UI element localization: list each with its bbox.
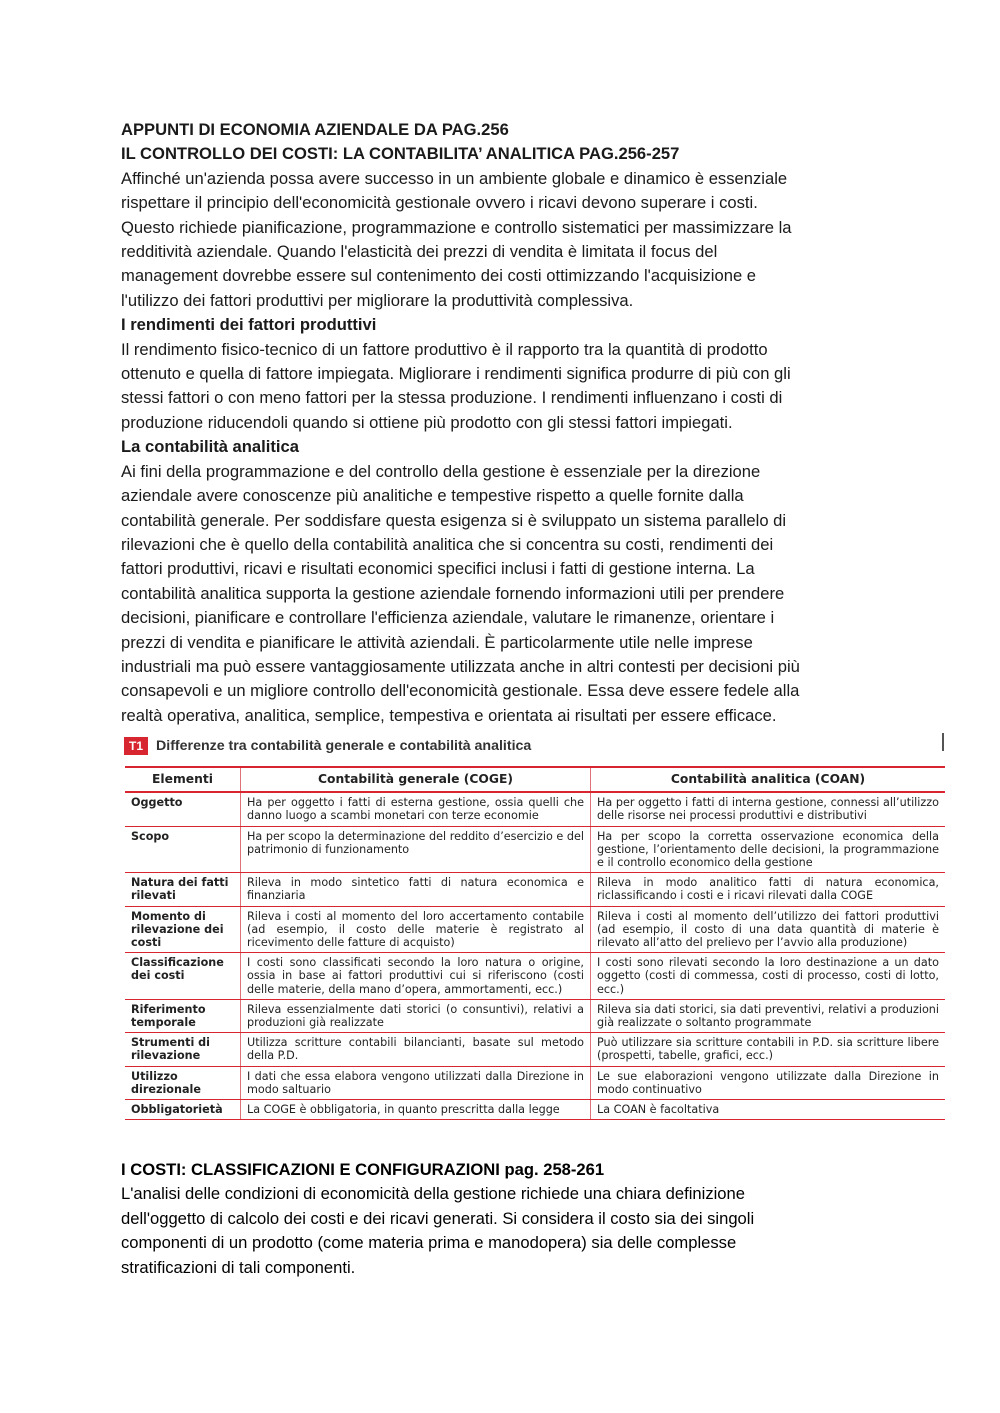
comparison-table xyxy=(125,766,945,1120)
coge-cell: I costi sono classificati secondo la loro natura o origine, ossia in base ai fattori produttivi cui si riferiscono (costi delle materie, della mano d’opera, ammortamenti, ecc.) xyxy=(241,953,591,1000)
section-title-costi: I COSTI: CLASSIFICAZIONI E CONFIGURAZIONI pag. 258-261 xyxy=(121,1160,605,1179)
document-body-continued xyxy=(121,1158,961,1280)
subheading-rendimenti: I rendimenti dei fattori produttivi xyxy=(121,315,377,335)
coge-cell: I dati che essa elabora vengono utilizzati dalla Direzione in modo saltuario xyxy=(241,1066,591,1099)
coan-cell: Ha per scopo la corretta osservazione economica della gestione, l’orientamento delle decisioni, la programmazione e il controllo economico della gestione xyxy=(591,826,946,873)
figure-header xyxy=(124,736,531,756)
coan-cell: I costi sono rilevati secondo la loro destinazione a un dato oggetto (costi di commessa, costi di processo, costi di lotto, ecc.) xyxy=(591,953,946,1000)
paragraph-contabilita-analitica: Ai fini della programmazione e del controllo della gestione è essenziale per la direzione aziendale avere conoscenze più analitiche e tempestive rispetto a quelle fornite dalla contabilità generale. Per soddisfare questa esigenza si è sviluppato un sistema parallelo di rilevazioni che è quello della contabilità analitica che si concentra su costi, rendimenti dei fattori produttivi, ricavi e risultati economici specifici inclusi i fatti di gestione interna. La contabilità analitica supporta la gestione aziendale fornendo informazioni utili per prendere decisioni, pianificare e controllare l'efficienza aziendale, valutare le rimanenze, orientare i prezzi di vendita e pianificare le attività aziendali. È particolarmente utile nelle imprese industriali ma può essere vantaggiosamente utilizzata anche in altri contesti per decisioni più consapevoli e un migliore controllo dell'economicità gestionale. Essa deve essere fedele alla realtà operativa, analitica, semplice, tempestiva e orientata ai risultati per essere efficace. xyxy=(121,461,800,725)
table-row xyxy=(125,906,945,953)
coan-cell: Rileva in modo analitico fatti di natura economica, riclassificando i costi e i ricavi rilevati dalla COGE xyxy=(591,873,946,906)
column-header-coge: Contabilità generale (COGE) xyxy=(241,767,591,792)
row-label: Oggetto xyxy=(125,792,241,826)
paragraph-costi: L'analisi delle condizioni di economicità della gestione richiede una chiara definizione dell'oggetto di calcolo dei costi e dei ricavi generati. Si considera il costo sia dei singoli componenti di un prodotto (come materia prima e manodopera) sia delle complesse stratificazioni di tali componenti. xyxy=(121,1184,755,1277)
table-row xyxy=(125,953,945,1000)
table-row xyxy=(125,999,945,1032)
column-header-elementi: Elementi xyxy=(125,767,241,792)
subheading-contabilita-analitica: La contabilità analitica xyxy=(121,437,299,457)
comparison-figure xyxy=(122,733,946,1153)
coan-cell: Ha per oggetto i fatti di interna gestione, connessi all’utilizzo delle risorse nei processi produttivi e distributivi xyxy=(591,792,946,826)
figure-badge: T1 xyxy=(124,737,148,755)
figure-title: Differenze tra contabilità generale e contabilità analitica xyxy=(156,738,532,754)
row-label: Riferimento temporale xyxy=(125,999,241,1032)
row-label: Obbligatorietà xyxy=(125,1100,241,1120)
coan-cell: Rileva i costi al momento dell’utilizzo dei fattori produttivi (ad esempio, il costo di una data quantità di materie è rilevato all’atto del prelievo per l’avvio alla produzione) xyxy=(591,906,946,953)
figure-bracket xyxy=(942,733,946,751)
table-row xyxy=(125,826,945,873)
coan-cell: Può utilizzare sia scritture contabili in P.D. sia scritture libere (prospetti, tabelle, grafici, ecc.) xyxy=(591,1033,946,1066)
coan-cell: Le sue elaborazioni vengono utilizzate dalla Direzione in modo continuativo xyxy=(591,1066,946,1099)
document-body xyxy=(121,118,961,728)
row-label: Classificazione dei costi xyxy=(125,953,241,1000)
table-row xyxy=(125,1100,945,1120)
coge-cell: Ha per oggetto i fatti di esterna gestione, ossia quelli che danno luogo a scambi monetari con terze economie xyxy=(241,792,591,826)
table-row xyxy=(125,1033,945,1066)
column-header-coan: Contabilità analitica (COAN) xyxy=(591,767,946,792)
coge-cell: Ha per scopo la determinazione del reddito d’esercizio e del patrimonio di funzionamento xyxy=(241,826,591,873)
document-title: APPUNTI DI ECONOMIA AZIENDALE DA PAG.256 xyxy=(121,120,509,139)
section-title-controllo-costi: IL CONTROLLO DEI COSTI: LA CONTABILITA’ ANALITICA PAG.256-257 xyxy=(121,144,680,164)
table-body xyxy=(125,792,945,1120)
table-row xyxy=(125,1066,945,1099)
table-row xyxy=(125,873,945,906)
table-row xyxy=(125,792,945,826)
coge-cell: Rileva in modo sintetico fatti di natura economica e finanziaria xyxy=(241,873,591,906)
row-label: Utilizzo direzionale xyxy=(125,1066,241,1099)
row-label: Natura dei fatti rilevati xyxy=(125,873,241,906)
coge-cell: Rileva essenzialmente dati storici (o consuntivi), relativi a produzioni già realizzate xyxy=(241,999,591,1032)
row-label: Momento di rilevazione dei costi xyxy=(125,906,241,953)
row-label: Scopo xyxy=(125,826,241,873)
paragraph-rendimenti: Il rendimento fisico-tecnico di un fattore produttivo è il rapporto tra la quantità di prodotto ottenuto e quella di fattore impiegata. Migliorare i rendimenti significa produrre di più con gli stessi fattori o con meno fattori per la stessa produzione. I rendimenti influenzano i costi di produzione riducendoli quando si ottiene più prodotto con gli stessi fattori impiegati. xyxy=(121,339,791,432)
paragraph-economicita: Affinché un'azienda possa avere successo in un ambiente globale e dinamico è essenziale rispettare il principio dell'economicità gestionale ovvero i ricavi devono superare i costi. Questo richiede pianificazione, programmazione e controllo sistematici per massimizzare la redditività aziendale. Quando l'elasticità dei prezzi di vendita è limitata il focus del management dovrebbe essere sul contenimento dei costi ottimizzando l'acquisizione e l'utilizzo dei fattori produttivi per migliorare la produttività complessiva. xyxy=(121,168,792,310)
coan-cell: Rileva sia dati storici, sia dati preventivi, relativi a produzioni già realizzate o soltanto programmate xyxy=(591,999,946,1032)
coge-cell: La COGE è obbligatoria, in quanto prescritta dalla legge xyxy=(241,1100,591,1120)
coge-cell: Rileva i costi al momento del loro accertamento contabile (ad esempio, il costo delle materie è registrato al ricevimento delle fatture di acquisto) xyxy=(241,906,591,953)
coge-cell: Utilizza scritture contabili bilancianti, basate sul metodo della P.D. xyxy=(241,1033,591,1066)
table-header-row xyxy=(125,767,945,792)
row-label: Strumenti di rilevazione xyxy=(125,1033,241,1066)
coan-cell: La COAN è facoltativa xyxy=(591,1100,946,1120)
